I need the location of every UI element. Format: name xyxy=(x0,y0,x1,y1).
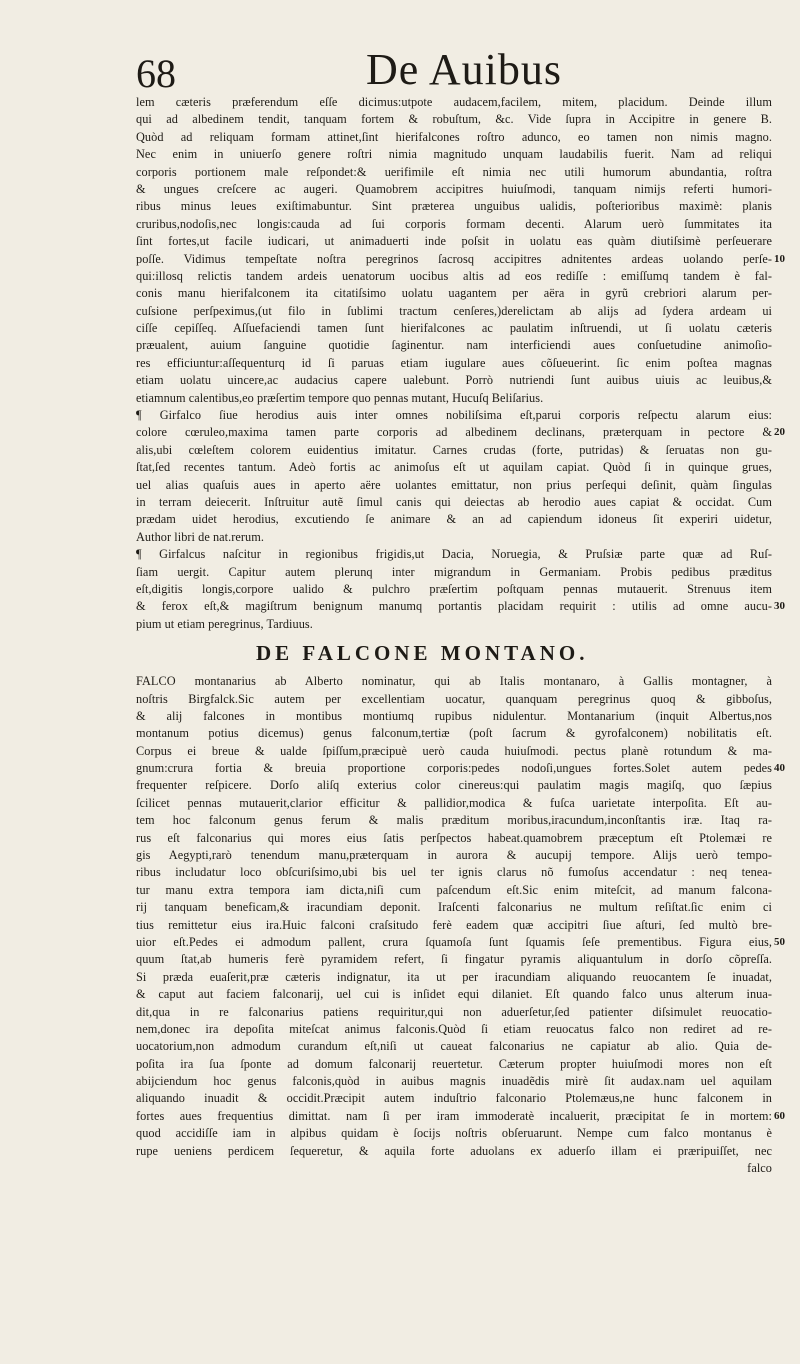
text-line: tem hoc falconum genus ferum & malis præditum moribus,iracundum,inconſtantis iræ. Itaq ra- xyxy=(136,813,772,828)
text-line: & alij falcones in montibus montiumq rupibus nidulentur. Montanarium (inquit Albertus,nos xyxy=(136,708,772,723)
text-line: frequenter reſpicere. Dorſo aliſq exterius color cinereus:qui paulatim magis magiſq, quo ſæpius xyxy=(136,778,772,793)
text-line: tur manu extra tempora iam dicta,niſi cum paſcendum eſt.Sic enim miteſcit, ad manum falcona- xyxy=(136,882,772,897)
text-line: eſt,digitis longis,corpore ualido & pulchro præſertim poſtquam pennas mutauerit. Strenuus item xyxy=(136,581,772,596)
text-line: cruribus,nodoſis,nec longis:cauda ad ſui corporis formam decenti. Alarum uerò ſummitates ita xyxy=(136,216,772,231)
body-text xyxy=(136,94,786,1177)
text-line: dit,qua in re falconarius patiens requiritur,qui non aduerſetur,ſed patienter diſsimulet reuocatio- xyxy=(136,1004,772,1019)
text-line: prædam uidet herodius, excutiendo ſe animare & an ad capiendum idoneus ſit experiri uidetur, xyxy=(136,512,772,527)
text-line: cuſsione perſpeximus,(ut filo in ſublimi tractum cenſeres,)derelictam ab alijs ad ſydera ardeam ui xyxy=(136,303,772,318)
text-line: quum ſtat,ab humeris ferè pyramidem refert, ſi fingatur pyramis aliquantulum in dorſo cõpreſſa. xyxy=(136,952,772,967)
text-line-with-margin-note xyxy=(136,1108,786,1125)
catchword: falco xyxy=(747,1161,772,1176)
margin-line-number: 20 xyxy=(774,426,786,439)
text-line-with-margin-note xyxy=(136,934,786,951)
margin-line-number: 30 xyxy=(774,600,786,613)
text-line: ¶ Girfalco ſiue herodius auis inter omnes nobiliſsima eſt,parui corporis reſpectu alarum eius: xyxy=(136,408,772,423)
text-line: quod accidiſſe iam in alpibus quidam è ſocijs noſtris obſeruarunt. Nempe cum falco montanus è xyxy=(136,1126,772,1141)
text-line: uocatorium,non admodum curandum eſt,niſi ut caueat falconarius ne capiatur ab alio. Quia de- xyxy=(136,1039,772,1054)
text-line: rupe ueniens perdicem ſequeretur, & aquila forte aduolans ex aduerſo illam ei præripuiſſet, nec xyxy=(136,1143,772,1158)
text-line: tius remittetur eius ira.Huic falconi craſsitudo ferè eadem quæ accipitri ſiue aſturi, ſed multò bre- xyxy=(136,917,772,932)
page-number: 68 xyxy=(136,51,176,96)
text-line: ſtat,ſed recentes tantum. Adeò fortis ac animoſus eſt ut aquilam capiat. Quòd ſi in quinque grues, xyxy=(136,460,772,475)
text-line: ſcilicet pennas mutauerit,clarior efficitur & pallidior,modica & fuſca uarietate interpoſita. Eſt au- xyxy=(136,795,772,810)
text-line-with-margin-note xyxy=(136,760,786,777)
text-line: & ungues creſcere ac augeri. Quamobrem accipitres huiuſmodi, tanquam nimijs referti humori- xyxy=(136,181,772,196)
text-line: gis Aegypti,rarò tenendum manu,præterquam in aurora & aucupij tempore. Alijs uerò tempo- xyxy=(136,848,772,863)
text-line: res efficiuntur:aſſequenturq id ſi paruas etiam iugulare aues cõſueuerint. ſic enim poſtea magnas xyxy=(136,355,772,370)
text-line: etiamnum calentibus,eo præſertim tempore quo pennas mutant, Hucuſq Beliſarius. xyxy=(136,390,544,405)
text-line-with-margin-note xyxy=(136,424,786,441)
text-line: nem,donec ira depoſita miteſcat animus falconis.Quòd ſi etiam reuocatus falco non rediret ad re- xyxy=(136,1021,772,1036)
text-line: qui:illosq relictis tandem ardeis uenatorum uocibus altis ad eos rediſſe : emiſſumq tandem è fal- xyxy=(136,268,772,283)
text-line: colore cœruleo,maxima tamen parte corporis ad albedinem declinans, præterquam in pectore & xyxy=(136,425,772,440)
text-line: & caput aut faciem falconarij, uel cui is inſidet equi dilaniet. Eſt quando falco unus alterum inua- xyxy=(136,987,772,1002)
text-line: uel alias quaſuis aues in aperto aëre uolantes emittatur, non prius perſequi deſinit, quàm ſingulas xyxy=(136,477,772,492)
text-line: præualent, auium ſanguine quotidie ſaginentur. nam interficiendi aues conſuetudine animoſio- xyxy=(136,338,772,353)
text-line: rij tanquam beneficam,& iracundiam deponit. Iraſcenti falconarius ne multum reſiſtat.ſic enim ci xyxy=(136,900,772,915)
text-line: montanum potius dicemus) genus falconum,tertiæ (poſt ſacrum & gyrofalconem) nobilitatis eſt. xyxy=(136,726,772,741)
margin-line-number: 50 xyxy=(774,935,786,948)
text-line: ciſſe cepiſſeq. Aſſuefaciendi tamen ſunt hierifalcones ac paulatim inſtruendi, ut ſi uolatu cæteris xyxy=(136,321,772,336)
margin-line-number: 60 xyxy=(774,1109,786,1122)
section-heading: DE FALCONE MONTANO. xyxy=(256,641,589,666)
page-header xyxy=(0,44,800,96)
text-line: corporis portionem male reſpondet:& uerifimile eſt nimia nec utili humorum abundantia, roſtra xyxy=(136,164,772,179)
running-title: De Auibus xyxy=(366,45,562,94)
text-line-with-margin-note xyxy=(136,598,786,615)
text-line: ribus minus leues exiſtimabuntur. Sint præterea unguibus ualidis, poſterioribus maximè: planis xyxy=(136,199,772,214)
text-line: pium ut etiam peregrinus, Tardiuus. xyxy=(136,616,313,631)
text-line: noſtris Birgfalck.Sic autem per excellentiam uocatur, quanquam peregrinus quoq & gibboſus, xyxy=(136,691,772,706)
text-line: Corpus ei breue & ualde ſpiſſum,præcipuè uerò cauda huiuſmodi. pectus planè rotundum & ma- xyxy=(136,743,772,758)
text-line: abijciendum hoc genus falconis,quòd in auibus magnis inuadẽdis mirè ſit audax.nam uel aquilam xyxy=(136,1074,772,1089)
text-line: poſſe. Vidimus tempeſtate noſtra peregrinos ſacrosq accipitres adnitentes ardeas uolando perſe- xyxy=(136,251,772,266)
text-line: poſita ira ſua ſponte ad domum falconarij reuertetur. Cæterum propter huiuſmodi mores non eſt xyxy=(136,1056,772,1071)
text-line: FALCO montanarius ab Alberto nominatur, qui ab Italis montanaro, à Gallis montagner, à xyxy=(136,674,772,689)
text-line: in terram deiecerit. Inſtruitur autẽ ſimul canis qui deiectas ab herodio aues capiat & occidat. Cum xyxy=(136,494,772,509)
text-line: ſiam uergit. Capitur autem plerunq inter migrandum in Germaniam. Probis pedibus præditus xyxy=(136,564,772,579)
text-line: ribus includatur loco obſcuriſsimo,ubi bis uel ter ignis clarus nõ fumoſus accendatur : neq tenea- xyxy=(136,865,772,880)
text-line: Nec enim in uniuerſo genere roſtri nimia magnitudo unquam laudabilis fuerit. Nam ad reliqui xyxy=(136,147,772,162)
margin-line-number: 40 xyxy=(774,762,786,775)
text-line: lem cæteris præferendum eſſe dicimus:utpote audacem,facilem, mitem, placidum. Deinde illum xyxy=(136,95,772,109)
text-line: qui ad albedinem tendit, tanquam fortem & robuſtum, &c. Vide ſupra in Accipitre in genere B. xyxy=(136,112,772,127)
text-line: fortes aues frequentius dimittat. nam ſi per iram immoderatè incaluerit, præcipitat ſe in mortem: xyxy=(136,1108,772,1123)
margin-line-number: 10 xyxy=(774,252,786,265)
text-line: rus eſt falconarius qui mores eius ſatis perſpectos habeat.quamobrem præceptum eſt Ptolemæi re xyxy=(136,830,772,845)
text-line: conis manu hierifalconem ita citatiſsimo uolatu uagantem per aëra in gyrũ crebriori alarum per- xyxy=(136,286,772,301)
text-line: ſint fortes,ut facile iudicari, ut animaduerti inde poſsit in uolatu eas quàm diutiſsimè perſeuerare xyxy=(136,234,772,249)
text-line: alis,ubi cœleſtem colorem euidentius imitatur. Carnes crudas (forte, putridas) & ſeruatas non gu- xyxy=(136,442,772,457)
text-line-with-margin-note xyxy=(136,251,786,268)
text-line: uior eſt.Pedes ei admodum pallent, crura ſquamoſa ſunt ſquamis ſeſe prementibus. Figura eius, xyxy=(136,934,772,949)
text-line: Si præda euaſerit,præ cæteris indignatur, ita ut per iracundiam aliquando reuocantem ſe inuadat, xyxy=(136,969,772,984)
text-line: gnum:crura fortia & breuia proportione corporis:pedes nodoſi,ungues fortes.Solet autem pedes xyxy=(136,761,772,776)
text-line: Author libri de nat.rerum. xyxy=(136,529,264,544)
text-line: Quòd ad reliquam formam attinet,ſint hierifalcones roſtro adunco, eo tamen non nimis magno. xyxy=(136,129,772,144)
text-line: etiam uolatu uincere,ac audacius capere ualebunt. Porrò nutriendi ſunt auibus uiuis ac leuibus,& xyxy=(136,373,772,388)
text-line: ¶ Girfalcus naſcitur in regionibus frigidis,ut Dacia, Noruegia, & Pruſsiæ parte quæ ad Ruſ- xyxy=(136,547,772,562)
text-line: aliquando inuadit & occidit.Præcipit autem induſtrio falconario Ptolemæus,ne hunc falconem in xyxy=(136,1091,772,1106)
text-line: & ferox eſt,& magiſtrum benignum manumq portantis placidam requirit : utilis ad omne aucu- xyxy=(136,599,772,614)
